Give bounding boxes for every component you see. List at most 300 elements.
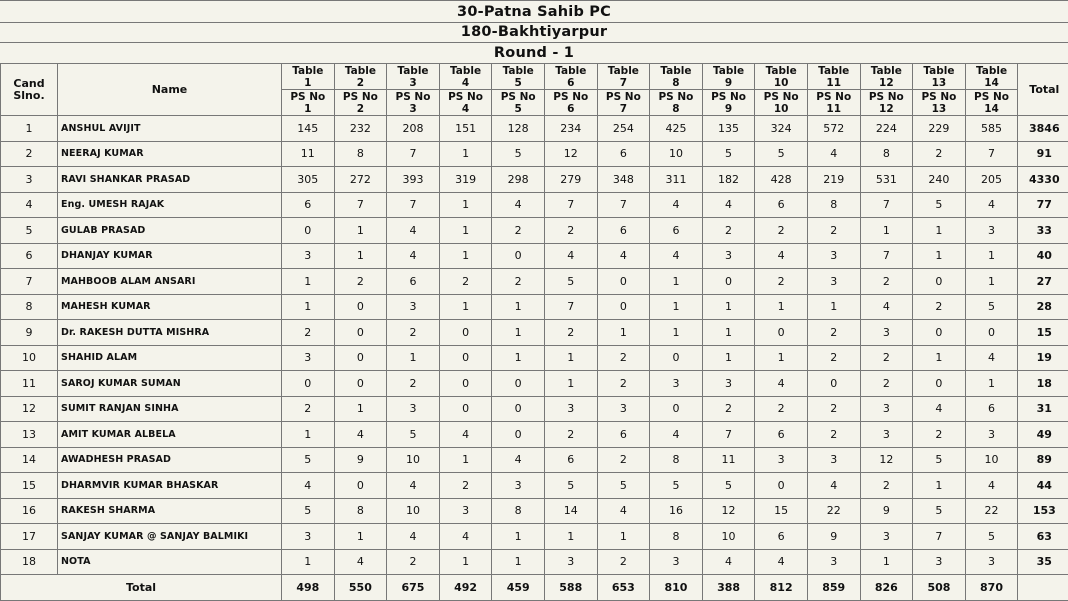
votes-cell: 151 [439, 116, 492, 142]
votes-cell: 311 [650, 167, 703, 193]
votes-cell: 319 [439, 167, 492, 193]
votes-cell: 3 [544, 396, 597, 422]
header-table-1 [282, 64, 335, 90]
votes-cell: 1 [650, 294, 703, 320]
candidate-row [1, 218, 1068, 244]
candidate-row [1, 396, 1068, 422]
header-table-5 [492, 64, 545, 90]
header-ps-4 [439, 90, 492, 116]
votes-cell: 1 [334, 218, 387, 244]
votes-cell: 8 [860, 141, 913, 167]
votes-cell: 1 [965, 269, 1018, 295]
votes-cell: 10 [387, 447, 440, 473]
votes-cell: 0 [597, 294, 650, 320]
header-table-2 [334, 64, 387, 90]
votes-cell: 10 [702, 524, 755, 550]
votes-cell: 1 [597, 320, 650, 346]
votes-cell: 4 [913, 396, 966, 422]
header-ps-5 [492, 90, 545, 116]
cand-slno-cell: 15 [1, 473, 58, 499]
candidate-total-cell: 4330 [1018, 167, 1068, 193]
votes-cell: 4 [492, 192, 545, 218]
header-ps-word: PS No [342, 90, 378, 103]
candidate-name-cell: NOTA [58, 549, 282, 575]
votes-cell: 1 [702, 294, 755, 320]
votes-cell: 2 [807, 320, 860, 346]
candidate-total-cell: 19 [1018, 345, 1068, 371]
votes-cell: 128 [492, 116, 545, 142]
votes-cell: 2 [282, 396, 335, 422]
votes-cell: 0 [334, 371, 387, 397]
candidate-row [1, 422, 1068, 448]
votes-cell: 3 [439, 498, 492, 524]
candidate-name-cell: Dr. RAKESH DUTTA MISHRA [58, 320, 282, 346]
votes-cell: 2 [913, 294, 966, 320]
cand-slno-cell: 10 [1, 345, 58, 371]
cand-slno-cell: 4 [1, 192, 58, 218]
header-ps-number: 1 [304, 102, 312, 115]
column-total-cell: 675 [387, 575, 440, 601]
votes-cell: 205 [965, 167, 1018, 193]
header-table-number: 12 [879, 76, 894, 89]
votes-cell: 5 [650, 473, 703, 499]
votes-cell: 1 [282, 269, 335, 295]
header-ps-number: 4 [461, 102, 470, 115]
header-ps-6 [544, 90, 597, 116]
votes-cell: 4 [650, 243, 703, 269]
header-table-word: Table [712, 64, 745, 77]
votes-cell: 3 [282, 243, 335, 269]
votes-cell: 15 [755, 498, 808, 524]
votes-cell: 1 [913, 243, 966, 269]
column-total-cell: 498 [282, 575, 335, 601]
votes-cell: 0 [913, 371, 966, 397]
column-total-cell: 492 [439, 575, 492, 601]
votes-cell: 3 [860, 320, 913, 346]
votes-cell: 348 [597, 167, 650, 193]
votes-cell: 1 [492, 320, 545, 346]
candidate-row [1, 141, 1068, 167]
header-ps-number: 12 [879, 102, 894, 115]
candidate-total-cell: 153 [1018, 498, 1068, 524]
votes-cell: 4 [334, 549, 387, 575]
header-table-8 [650, 64, 703, 90]
votes-cell: 10 [650, 141, 703, 167]
votes-cell: 2 [387, 320, 440, 346]
votes-cell: 585 [965, 116, 1018, 142]
votes-cell: 2 [913, 141, 966, 167]
votes-cell: 1 [702, 345, 755, 371]
candidate-total-cell: 15 [1018, 320, 1068, 346]
votes-cell: 0 [650, 396, 703, 422]
votes-cell: 4 [492, 447, 545, 473]
votes-cell: 2 [807, 396, 860, 422]
header-table-number: 3 [409, 76, 417, 89]
header-ps-11 [807, 90, 860, 116]
header-table-number: 11 [826, 76, 842, 89]
votes-cell: 2 [860, 345, 913, 371]
votes-cell: 7 [860, 192, 913, 218]
votes-cell: 5 [913, 447, 966, 473]
votes-cell: 1 [965, 243, 1018, 269]
header-table-10 [755, 64, 808, 90]
votes-cell: 2 [387, 371, 440, 397]
votes-cell: 22 [807, 498, 860, 524]
header-table-number: 14 [984, 76, 999, 89]
votes-cell: 2 [282, 320, 335, 346]
votes-cell: 6 [282, 192, 335, 218]
votes-cell: 1 [439, 294, 492, 320]
header-ps-number: 5 [514, 102, 522, 115]
candidate-total-cell: 89 [1018, 447, 1068, 473]
candidate-total-cell: 91 [1018, 141, 1068, 167]
header-table-6 [544, 64, 597, 90]
votes-cell: 4 [965, 192, 1018, 218]
votes-cell: 3 [807, 549, 860, 575]
votes-cell: 3 [282, 524, 335, 550]
candidate-row [1, 192, 1068, 218]
votes-cell: 229 [913, 116, 966, 142]
votes-cell: 0 [439, 345, 492, 371]
results-table [0, 63, 1068, 601]
header-table-word: Table [765, 64, 797, 77]
cand-slno-cell: 3 [1, 167, 58, 193]
header-ps-word: PS No [290, 90, 326, 103]
header-table-11 [807, 64, 860, 90]
votes-cell: 0 [650, 345, 703, 371]
header-ps-3 [387, 90, 440, 116]
votes-cell: 4 [282, 473, 335, 499]
votes-cell: 2 [755, 218, 808, 244]
header-ps-10 [755, 90, 808, 116]
cand-slno-cell: 18 [1, 549, 58, 575]
header-total: Total [1018, 64, 1068, 116]
votes-cell: 279 [544, 167, 597, 193]
votes-cell: 6 [597, 422, 650, 448]
votes-cell: 1 [282, 422, 335, 448]
votes-cell: 2 [597, 447, 650, 473]
header-table-word: Table [975, 64, 1008, 77]
header-ps-word: PS No [921, 90, 957, 103]
votes-cell: 7 [597, 192, 650, 218]
header-table-13 [913, 64, 966, 90]
header-table-word: Table [818, 64, 850, 77]
votes-cell: 1 [492, 345, 545, 371]
candidate-row [1, 345, 1068, 371]
votes-cell: 254 [597, 116, 650, 142]
votes-cell: 9 [334, 447, 387, 473]
votes-cell: 0 [439, 371, 492, 397]
candidate-name-cell: SUMIT RANJAN SINHA [58, 396, 282, 422]
votes-cell: 0 [334, 473, 387, 499]
candidate-row [1, 473, 1068, 499]
votes-cell: 0 [913, 269, 966, 295]
votes-cell: 8 [492, 498, 545, 524]
votes-cell: 3 [702, 371, 755, 397]
header-ps-12 [860, 90, 913, 116]
candidate-row [1, 116, 1068, 142]
votes-cell: 1 [334, 243, 387, 269]
votes-cell: 1 [439, 141, 492, 167]
candidate-row [1, 447, 1068, 473]
votes-cell: 4 [650, 422, 703, 448]
votes-cell: 3 [387, 294, 440, 320]
votes-cell: 8 [807, 192, 860, 218]
votes-cell: 7 [860, 243, 913, 269]
candidate-name-cell: NEERAJ KUMAR [58, 141, 282, 167]
header-ps-number: 8 [672, 102, 680, 115]
column-total-cell: 388 [702, 575, 755, 601]
votes-cell: 6 [755, 524, 808, 550]
column-total-cell: 550 [334, 575, 387, 601]
votes-cell: 4 [965, 473, 1018, 499]
votes-cell: 1 [755, 345, 808, 371]
header-table-number: 5 [514, 76, 522, 89]
grand-total-cell [1018, 575, 1068, 601]
votes-cell: 1 [439, 192, 492, 218]
votes-cell: 1 [650, 320, 703, 346]
header-table-number: 13 [931, 76, 947, 89]
votes-cell: 2 [702, 396, 755, 422]
cand-slno-cell: 7 [1, 269, 58, 295]
votes-cell: 393 [387, 167, 440, 193]
header-table-7 [597, 64, 650, 90]
votes-cell: 2 [597, 345, 650, 371]
votes-cell: 3 [387, 396, 440, 422]
votes-cell: 3 [965, 549, 1018, 575]
header-cand-slno: Cand Slno. [1, 64, 58, 116]
votes-cell: 240 [913, 167, 966, 193]
header-ps-number: 10 [773, 102, 789, 115]
votes-cell: 1 [439, 243, 492, 269]
votes-cell: 4 [439, 422, 492, 448]
votes-cell: 0 [282, 371, 335, 397]
votes-cell: 6 [650, 218, 703, 244]
votes-cell: 8 [334, 498, 387, 524]
votes-cell: 1 [913, 218, 966, 244]
header-ps-14 [965, 90, 1018, 116]
cand-slno-cell: 5 [1, 218, 58, 244]
votes-cell: 5 [755, 141, 808, 167]
votes-cell: 1 [544, 371, 597, 397]
header-table-word: Table [660, 64, 692, 77]
candidate-name-cell: Eng. UMESH RAJAK [58, 192, 282, 218]
cand-slno-cell: 17 [1, 524, 58, 550]
header-ps-word: PS No [711, 90, 746, 103]
cand-slno-cell: 1 [1, 116, 58, 142]
header-table-number: 8 [672, 76, 680, 89]
votes-cell: 1 [439, 447, 492, 473]
votes-cell: 1 [334, 396, 387, 422]
header-table-word: Table [555, 64, 587, 77]
votes-cell: 1 [860, 549, 913, 575]
votes-cell: 1 [439, 218, 492, 244]
votes-cell: 1 [650, 269, 703, 295]
votes-cell: 4 [702, 549, 755, 575]
votes-cell: 4 [755, 371, 808, 397]
header-ps-word: PS No [816, 90, 852, 103]
header-table-word: Table [870, 64, 902, 77]
candidate-total-cell: 27 [1018, 269, 1068, 295]
votes-cell: 0 [492, 243, 545, 269]
votes-cell: 0 [492, 396, 545, 422]
votes-cell: 7 [544, 294, 597, 320]
header-table-word: Table [344, 64, 376, 77]
header-table-word: Table [923, 64, 955, 77]
votes-cell: 2 [387, 549, 440, 575]
votes-cell: 4 [597, 243, 650, 269]
header-table-3 [387, 64, 440, 90]
votes-cell: 3 [650, 371, 703, 397]
candidate-name-cell: SHAHID ALAM [58, 345, 282, 371]
votes-cell: 1 [913, 473, 966, 499]
votes-cell: 3 [860, 396, 913, 422]
votes-cell: 4 [965, 345, 1018, 371]
votes-cell: 1 [807, 294, 860, 320]
votes-cell: 0 [755, 473, 808, 499]
votes-cell: 572 [807, 116, 860, 142]
votes-cell: 1 [492, 294, 545, 320]
votes-cell: 6 [755, 422, 808, 448]
votes-cell: 5 [282, 447, 335, 473]
votes-cell: 224 [860, 116, 913, 142]
votes-cell: 3 [860, 524, 913, 550]
votes-cell: 0 [282, 218, 335, 244]
votes-cell: 14 [544, 498, 597, 524]
candidate-name-cell: ANSHUL AVIJIT [58, 116, 282, 142]
votes-cell: 2 [439, 269, 492, 295]
votes-cell: 1 [860, 218, 913, 244]
votes-cell: 0 [439, 320, 492, 346]
votes-cell: 10 [965, 447, 1018, 473]
candidate-row [1, 371, 1068, 397]
header-table-word: Table [292, 64, 324, 77]
votes-cell: 2 [334, 269, 387, 295]
header-ps-number: 6 [567, 102, 575, 115]
votes-cell: 2 [544, 422, 597, 448]
header-ps-number: 3 [409, 102, 417, 115]
votes-cell: 4 [387, 524, 440, 550]
candidate-total-cell: 44 [1018, 473, 1068, 499]
votes-cell: 4 [755, 549, 808, 575]
votes-cell: 1 [282, 549, 335, 575]
votes-cell: 2 [860, 473, 913, 499]
candidate-total-cell: 31 [1018, 396, 1068, 422]
votes-cell: 2 [807, 422, 860, 448]
votes-cell: 232 [334, 116, 387, 142]
votes-cell: 7 [387, 141, 440, 167]
votes-cell: 1 [439, 549, 492, 575]
votes-cell: 1 [492, 524, 545, 550]
column-total-cell: 653 [597, 575, 650, 601]
votes-cell: 3 [650, 549, 703, 575]
votes-cell: 0 [492, 371, 545, 397]
votes-cell: 6 [597, 218, 650, 244]
candidate-total-cell: 49 [1018, 422, 1068, 448]
constituency-title: 30-Patna Sahib PC [0, 0, 1068, 23]
candidate-row [1, 243, 1068, 269]
votes-cell: 1 [965, 371, 1018, 397]
cand-slno-cell: 14 [1, 447, 58, 473]
candidate-name-cell: AMIT KUMAR ALBELA [58, 422, 282, 448]
votes-cell: 3 [807, 447, 860, 473]
votes-cell: 0 [334, 320, 387, 346]
header-table-number: 2 [356, 76, 365, 89]
votes-cell: 0 [702, 269, 755, 295]
votes-cell: 11 [702, 447, 755, 473]
votes-cell: 4 [702, 192, 755, 218]
votes-cell: 3 [965, 422, 1018, 448]
votes-cell: 2 [544, 218, 597, 244]
header-table-word: Table [450, 64, 482, 77]
votes-cell: 182 [702, 167, 755, 193]
votes-cell: 0 [965, 320, 1018, 346]
votes-cell: 208 [387, 116, 440, 142]
header-ps-number: 14 [984, 102, 999, 115]
votes-cell: 305 [282, 167, 335, 193]
header-table-word: Table [397, 64, 429, 77]
votes-cell: 0 [334, 294, 387, 320]
votes-cell: 9 [860, 498, 913, 524]
votes-cell: 4 [597, 498, 650, 524]
votes-cell: 5 [544, 473, 597, 499]
votes-cell: 324 [755, 116, 808, 142]
votes-cell: 1 [702, 320, 755, 346]
votes-cell: 145 [282, 116, 335, 142]
votes-cell: 5 [965, 524, 1018, 550]
column-total-cell: 859 [807, 575, 860, 601]
votes-cell: 0 [755, 320, 808, 346]
cand-slno-cell: 6 [1, 243, 58, 269]
header-table-number: 1 [304, 76, 312, 89]
round-title: Round - 1 [0, 42, 1068, 64]
votes-cell: 6 [965, 396, 1018, 422]
votes-cell: 6 [544, 447, 597, 473]
votes-cell: 1 [387, 345, 440, 371]
header-ps-word: PS No [500, 90, 536, 103]
votes-cell: 2 [439, 473, 492, 499]
votes-cell: 6 [387, 269, 440, 295]
header-table-9 [702, 64, 755, 90]
header-ps-number: 2 [356, 102, 365, 115]
candidate-total-cell: 40 [1018, 243, 1068, 269]
candidate-total-cell: 33 [1018, 218, 1068, 244]
candidate-name-cell: DHANJAY KUMAR [58, 243, 282, 269]
candidate-total-cell: 3846 [1018, 116, 1068, 142]
candidate-row [1, 167, 1068, 193]
header-table-14 [965, 64, 1018, 90]
votes-cell: 3 [597, 396, 650, 422]
votes-cell: 1 [913, 345, 966, 371]
votes-cell: 2 [807, 345, 860, 371]
header-table-number: 9 [724, 76, 733, 89]
candidate-row [1, 269, 1068, 295]
votes-cell: 0 [807, 371, 860, 397]
candidate-name-cell: MAHESH KUMAR [58, 294, 282, 320]
votes-cell: 4 [439, 524, 492, 550]
cand-slno-cell: 16 [1, 498, 58, 524]
votes-cell: 10 [387, 498, 440, 524]
column-total-cell: 812 [755, 575, 808, 601]
votes-cell: 6 [755, 192, 808, 218]
candidate-name-cell: RAKESH SHARMA [58, 498, 282, 524]
header-ps-8 [650, 90, 703, 116]
cand-slno-cell: 13 [1, 422, 58, 448]
votes-cell: 219 [807, 167, 860, 193]
candidate-row [1, 498, 1068, 524]
votes-cell: 4 [387, 218, 440, 244]
votes-cell: 3 [965, 218, 1018, 244]
